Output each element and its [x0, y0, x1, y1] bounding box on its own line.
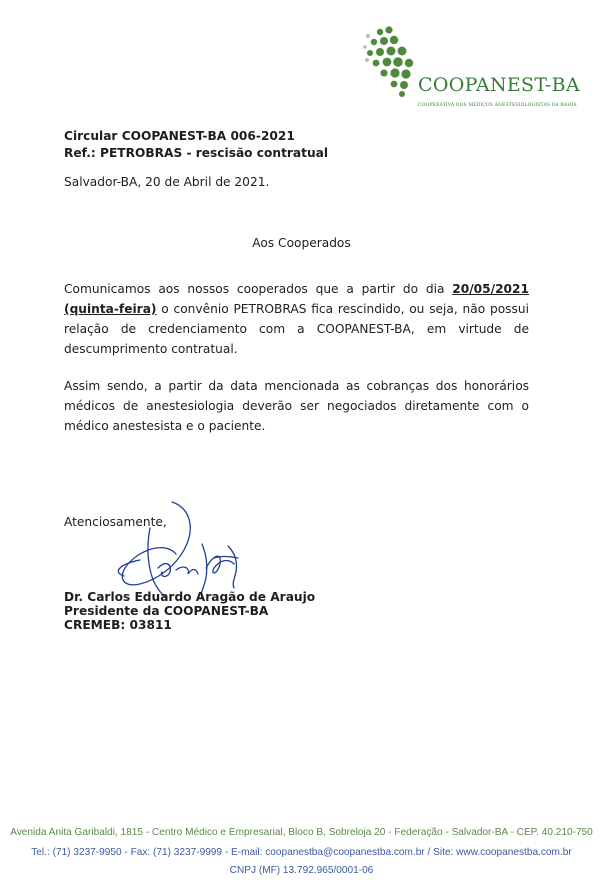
paragraph-1-intro: Comunicamos aos nossos cooperados que a partir do dia [64, 282, 453, 296]
logo-tagline: COOPERATIVA DOS MÉDICOS ANESTESIOLOGISTAS DA BAHIA [418, 103, 577, 108]
coopanest-logo [362, 22, 594, 108]
termination-date: 20/05/2021 (quinta-feira) [64, 282, 529, 316]
footer-contacts: Tel.: (71) 3237-9950 - Fax: (71) 3237-9999 - E-mail: coopanestba@coopanestba.com.br / Site: www.coopanestba.com.br [31, 847, 572, 858]
place-date: Salvador-BA, 20 de Abril de 2021. [64, 175, 270, 189]
paragraph-1-rest: o convênio PETROBRAS fica rescindido, ou seja, não possui relação de credenciamento com a COOPANEST-BA, em virtude de descumprimento contratual. [64, 302, 529, 356]
footer-cnpj: CNPJ (MF) 13.792.965/0001-06 [229, 865, 374, 876]
signer-name: Dr. Carlos Eduardo Aragão de Araujo [64, 590, 316, 604]
circular-number: Circular COOPANEST-BA 006-2021 [64, 129, 295, 143]
paragraph-2: Assim sendo, a partir da data mencionada as cobranças dos honorários médicos de anestesiologia deverão ser negociados diretamente com o médico anestesista e o paciente. [64, 379, 529, 433]
logo-name: COOPANEST-BA [418, 74, 580, 96]
salutation: Aos Cooperados [252, 236, 351, 250]
paragraph-1 [64, 279, 529, 359]
signer-title: Presidente da COOPANEST-BA [64, 604, 269, 618]
footer-address: Avenida Anita Garibaldi, 1815 - Centro Médico e Empresarial, Bloco B, Sobreloja 20 - Federação - Salvador-BA - CEP. 40.210-750 [10, 827, 593, 838]
signer-registration: CREMEB: 03811 [64, 618, 172, 632]
closing: Atenciosamente, [64, 515, 167, 529]
reference-line: Ref.: PETROBRAS - rescisão contratual [64, 146, 329, 160]
logo-dots-icon [362, 22, 422, 102]
